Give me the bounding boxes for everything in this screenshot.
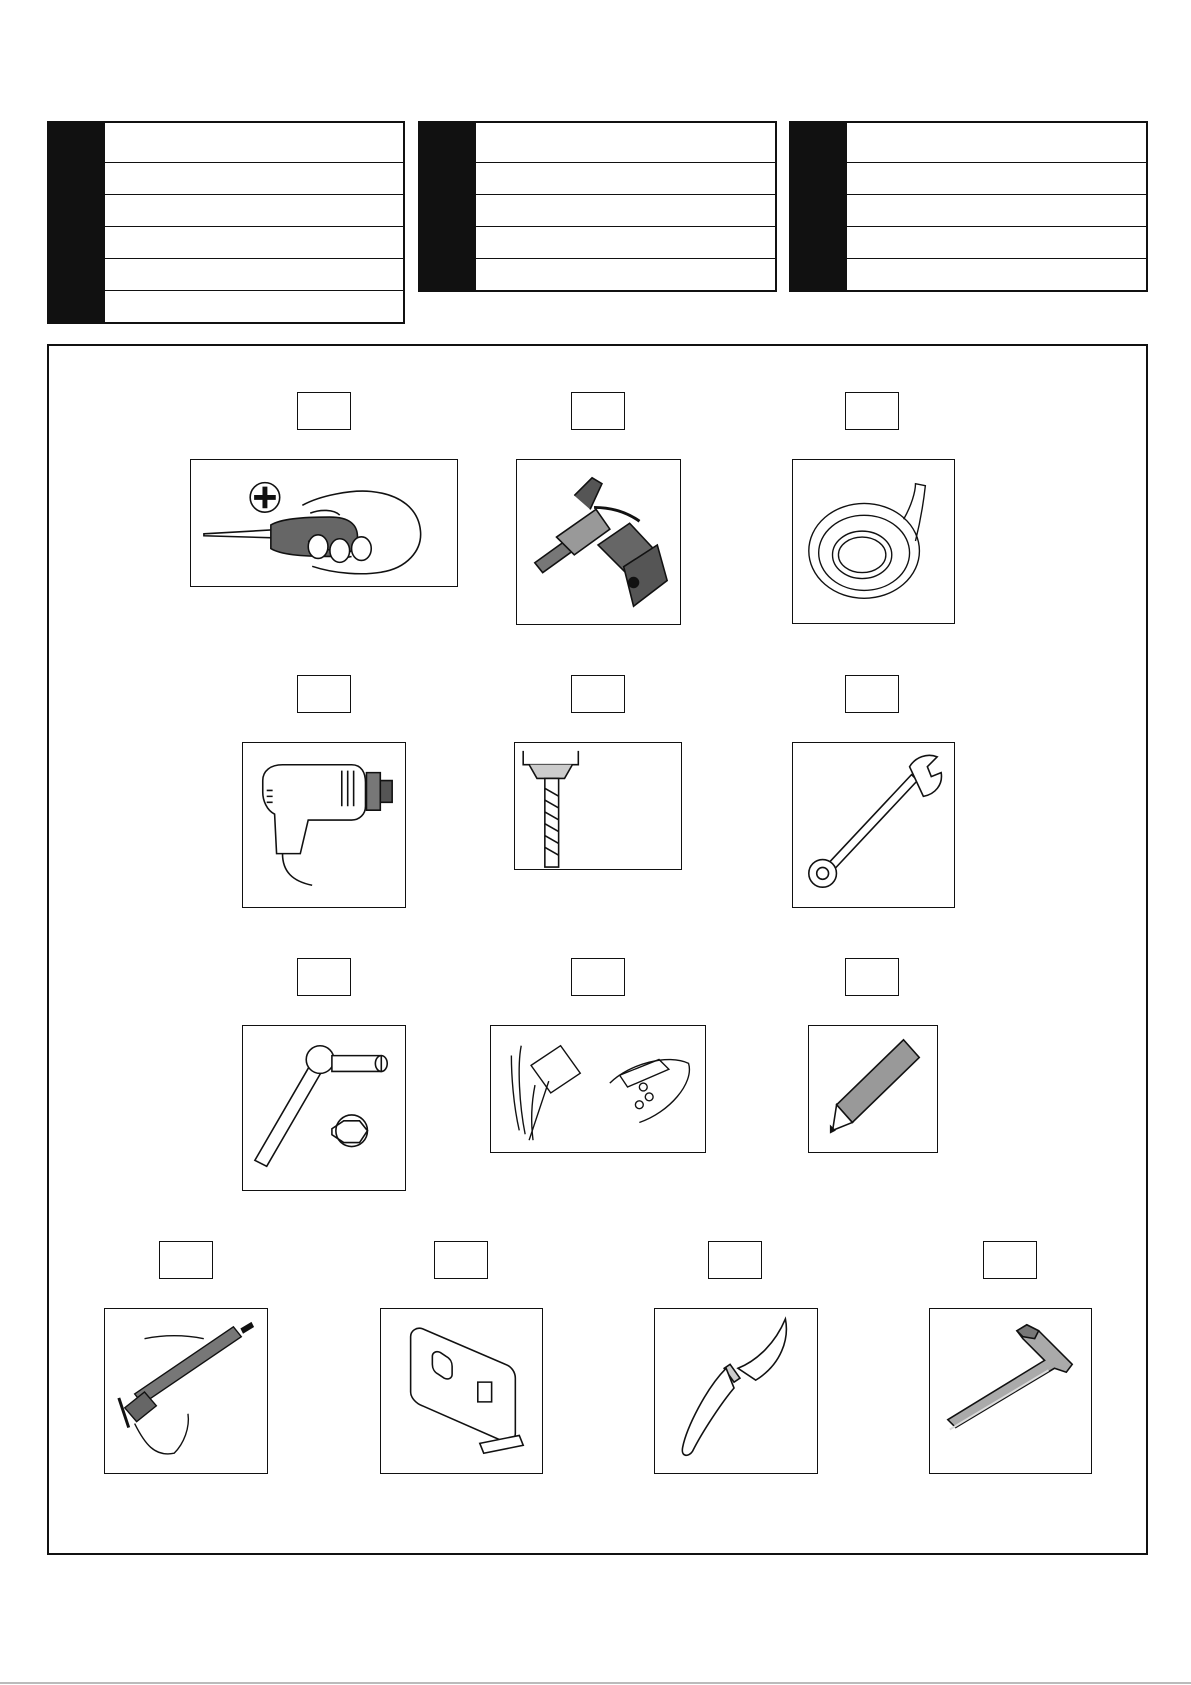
legend-row [791, 194, 1146, 226]
legend-number [420, 227, 476, 258]
hex-key-icon [929, 1308, 1092, 1474]
pencil-icon [808, 1025, 938, 1153]
tools-panel [47, 344, 1148, 1555]
legend-row [791, 123, 1146, 162]
hammer-punch-icon [490, 1025, 706, 1153]
legend-number [791, 163, 847, 194]
legend-table-3 [789, 121, 1148, 292]
legend-number [49, 163, 105, 194]
legend-number [49, 195, 105, 226]
legend-table-2 [418, 121, 777, 292]
socket-wrench-icon [242, 1025, 406, 1191]
legend-text [847, 227, 1146, 258]
legend-text [476, 195, 775, 226]
tool-label-box [845, 958, 899, 996]
tool-label-box [983, 1241, 1037, 1279]
tool-label-box [571, 675, 625, 713]
legend-row [420, 226, 775, 258]
legend-text [847, 195, 1146, 226]
rivet-gun-icon [516, 459, 681, 625]
tool-label-box [297, 958, 351, 996]
tool-label-box [571, 392, 625, 430]
tool-label-box [571, 958, 625, 996]
legend-row [49, 123, 403, 162]
legend-number [49, 259, 105, 290]
phillips-screwdriver-icon [190, 459, 458, 587]
legend-table-1 [47, 121, 405, 324]
legend-number [49, 291, 105, 322]
legend-text [105, 291, 403, 322]
legend-number [49, 227, 105, 258]
legend-row [49, 162, 403, 194]
caulking-gun-icon [104, 1308, 268, 1474]
legend-row [49, 226, 403, 258]
legend-number [420, 195, 476, 226]
tool-label-box [297, 675, 351, 713]
legend-row [49, 290, 403, 322]
legend-row [420, 258, 775, 290]
tool-label-box [297, 392, 351, 430]
legend-row [420, 123, 775, 162]
electric-drill-icon [242, 742, 406, 908]
legend-text [105, 259, 403, 290]
legend-number [791, 259, 847, 290]
legend-text [105, 163, 403, 194]
combination-wrench-icon [792, 742, 955, 908]
legend-row [791, 258, 1146, 290]
legend-number [791, 123, 847, 162]
tool-label-box [159, 1241, 213, 1279]
legend-text [847, 163, 1146, 194]
legend-text [476, 259, 775, 290]
legend-number [791, 195, 847, 226]
legend-text [847, 259, 1146, 290]
legend-row [791, 226, 1146, 258]
tool-label-box [845, 675, 899, 713]
page-bottom-rule [0, 1682, 1191, 1684]
legend-row [49, 258, 403, 290]
tool-label-box [434, 1241, 488, 1279]
legend-text [105, 123, 403, 162]
tape-roll-icon [792, 459, 955, 624]
tool-label-box [708, 1241, 762, 1279]
legend-number [49, 123, 105, 162]
legend-number [420, 259, 476, 290]
legend-text [105, 195, 403, 226]
legend-number [420, 123, 476, 162]
legend-text [476, 123, 775, 162]
utility-knife-icon [654, 1308, 818, 1474]
legend-row [49, 194, 403, 226]
legend-number [791, 227, 847, 258]
legend-text [476, 227, 775, 258]
tape-measure-icon [380, 1308, 543, 1474]
legend-row [420, 162, 775, 194]
tool-label-box [845, 392, 899, 430]
drill-bit-icon [514, 742, 682, 870]
legend-row [420, 194, 775, 226]
legend-text [105, 227, 403, 258]
legend-number [420, 163, 476, 194]
legend-text [476, 163, 775, 194]
legend-row [791, 162, 1146, 194]
legend-text [847, 123, 1146, 162]
